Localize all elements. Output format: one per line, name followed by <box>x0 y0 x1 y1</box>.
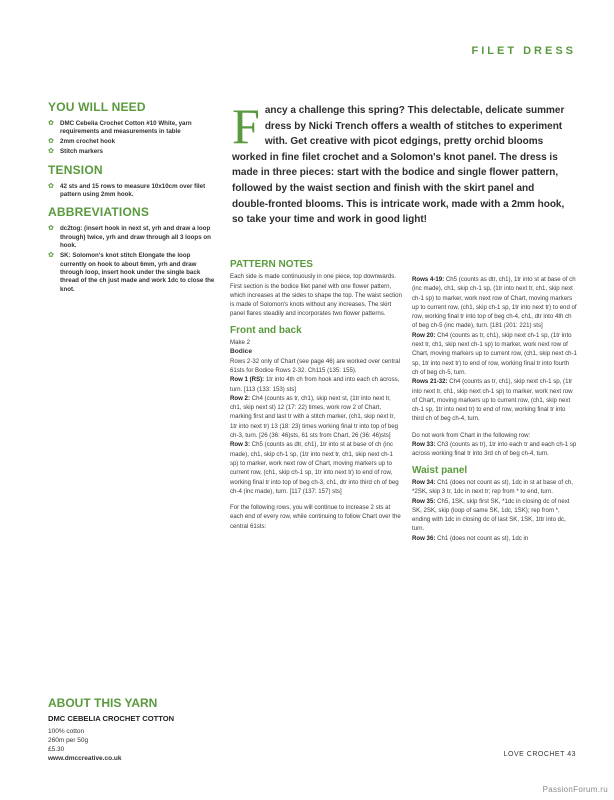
page-footer <box>504 751 576 758</box>
yarn-length: 260m per 50g <box>48 737 89 744</box>
list-item: ✿ Stitch markers <box>48 148 103 156</box>
list-item: ✿ dc2tog: (insert hook in next st, yrh and draw a loop through) twice, yrh and draw through all 3 loops on hook. <box>48 225 211 250</box>
list-item: ✿ DMC Cebelia Crochet Cotton #10 White, yarn requirements and measurements in table <box>48 120 192 136</box>
pattern-column-right <box>412 275 577 543</box>
flower-bullet-icon: ✿ <box>48 120 54 127</box>
row-instruction: Row 1 (RS): 1tr into 4th ch from hook and into each ch across, turn. [113 (133: 153) sts] <box>230 376 400 393</box>
page-number: 43 <box>567 751 576 758</box>
watermark: PassionForum.ru <box>542 785 608 794</box>
list-item: ✿ 42 sts and 15 rows to measure 10x10cm over filet pattern using 2mm hook. <box>48 182 206 199</box>
row-instruction: Row 34: Ch1 (does not count as st), 1dc in st at base of ch, *2SK, skip 3 tr, 1dc in next tr; rep from * to end, turn. <box>412 478 573 496</box>
you-will-need-heading: YOU WILL NEED <box>48 100 146 114</box>
row-instruction: Row 2: Ch4 (counts as tr, ch1), skip next st, (1tr into next tr, ch1, skip next st) 12 (17: 22) times, work row 2 of Chart, marking first and last tr with a stitch marker, (ch1, skip next tr, 1tr into next tr) 13 (18: 23) times working final tr into top of beg ch-3, turn. [26 (36: 46)sts, 61 sts from Chart, 26 (36: 46)sts] <box>230 394 398 440</box>
row-instruction: Row 3: Ch5 (counts as dtr, ch1), 1tr into st at base of ch (inc made), ch1, skip ch-1 sp, (1tr into next tr, ch1, skip next ch-1 sp) to marker, work next row of Chart, moving markers up to current row, (ch1, skip ch-1 sp, 1tr into next tr) to end of row, working final tr into top of beg ch-3, ch1, dtr into third ch of beg ch-4 (inc made), turn. [117 (137: 157) sts] <box>230 441 399 495</box>
row-instruction: Row 33: Ch3 (counts as tr), 1tr into each tr and each ch-1 sp across working final tr into 3rd ch of beg ch-4, turn. <box>412 441 577 458</box>
flower-bullet-icon: ✿ <box>48 138 54 146</box>
materials-sidebar <box>48 100 218 296</box>
list-item: ✿ 2mm crochet hook <box>48 138 116 146</box>
yarn-price: £5.30 <box>48 746 65 753</box>
row-instruction: Rows 21-32: Ch4 (counts as tr, ch1), skip next ch-1 sp, (1tr into next tr, ch1, skip next ch-1 sp) to marker, work next row of Chart, moving markers up to current row, (ch1, skip next ch-1 sp, 1tr into next tr) to end of row, working final tr into third ch of beg ch-4, turn. <box>412 378 573 423</box>
row-instruction: Rows 4-19: Ch5 (counts as dtr, ch1), 1tr into st at base of ch (inc made), ch1, skip ch-1 sp, (1tr into next tr, ch1, skip next ch-1 sp) to marker, work next row of Chart, moving markers up to current row, (ch1, skip ch-1 sp, 1tr into next tr) to end of row, working final tr into top of beg ch-4, ch1, dtr into 4th ch of beg ch-5 (inc made), turn. [181 (201: 221) sts] <box>412 276 577 330</box>
waist-panel-heading: Waist panel <box>412 464 468 476</box>
about-yarn-heading: ABOUT THIS YARN <box>48 696 158 710</box>
tension-list <box>48 183 218 200</box>
yarn-fibre: 100% cotton <box>48 728 85 735</box>
you-will-need-list <box>48 120 218 157</box>
bodice-heading: Bodice <box>230 348 252 356</box>
abbreviations-heading: ABBREVIATIONS <box>48 205 150 220</box>
list-item: ✿ SK: Solomon's knot stitch Elongate the loop currently on hook to about 6mm, yrh and draw through loop, insert hook under the single back thread of the ch just made and work 1dc to close the knot. <box>48 252 215 293</box>
row-instruction: Row 35: Ch5, 1SK, skip first SK, *1dc in closing dc of next SK, 2SK, skip (loop of same SK, 1dc, 1SK); rep from *, ending with 1dc in closing dc of last SK, 1SK, 1ttr into dc, turn. <box>412 497 570 533</box>
flower-bullet-icon: ✿ <box>48 148 54 156</box>
front-back-heading: Front and back <box>230 324 302 336</box>
tension-heading: TENSION <box>48 162 103 177</box>
flower-bullet-icon: ✿ <box>48 182 54 190</box>
pattern-column-left <box>230 260 402 531</box>
intro-text: ancy a challenge this spring? This delectable, delicate summer dress by Nicki Trench offers a wealth of stitches to experiment with. Get creative with picot edgings, pretty orchid blooms worked in fine filet crochet and a Solomon's knot panel. The dress is made in three pieces: start with the bodice and single flower pattern, followed by the waist section and finish with the skirt panel and double-fronted blooms. This is intricate work, made with a 2mm hook, so take your time and work in good light! <box>232 105 565 226</box>
yarn-name: DMC CEBELIA CROCHET COTTON <box>48 714 175 723</box>
bodice-intro: Rows 2-32 only of Chart (see page 46) are worked over central 61sts for Bodice Rows 2-32. Ch115 (135: 155). <box>230 357 401 374</box>
magazine-name: LOVE CROCHET <box>503 751 565 758</box>
row-instruction: Row 36: Ch1 (does not count as st), 1dc in <box>412 534 529 542</box>
continue-note: For the following rows, you will continue to increase 2 sts at each end of every row, while continuing to follow Chart over the central 61sts: <box>230 504 401 530</box>
flower-bullet-icon: ✿ <box>48 225 54 233</box>
yarn-info <box>48 696 218 763</box>
make-count: Make 2 <box>230 339 250 347</box>
row-instruction: Row 20: Ch4 (counts as tr, ch1), skip next ch-1 sp, (1tr into next tr, ch1, skip next ch-1 sp) to marker, work next row of Chart, moving markers up to current row, (ch1, skip next ch-1 sp, 1tr into next tr) to end of row, working final tr into fourth ch of beg ch-5, turn. <box>412 331 577 376</box>
pattern-notes-text: Each side is made continuously in one piece, top downwards. First section is the bodice filet panel with one flower pattern, which increases at the sides to shape the top. The waist section is made of Solomon's knots without any increases. The skirt panel flares steadily and incorporates two flower patterns. <box>230 273 402 318</box>
yarn-website-link[interactable]: www.dmccreative.co.uk <box>48 755 122 762</box>
no-chart-note: Do not work from Chart in the following row: <box>412 431 531 439</box>
flower-bullet-icon: ✿ <box>48 252 54 260</box>
intro-paragraph <box>232 98 572 228</box>
drop-cap: F <box>232 98 260 154</box>
pattern-notes-heading: PATTERN NOTES <box>230 259 313 270</box>
abbreviations-list <box>48 225 218 294</box>
section-title: FILET DRESS <box>471 45 576 57</box>
